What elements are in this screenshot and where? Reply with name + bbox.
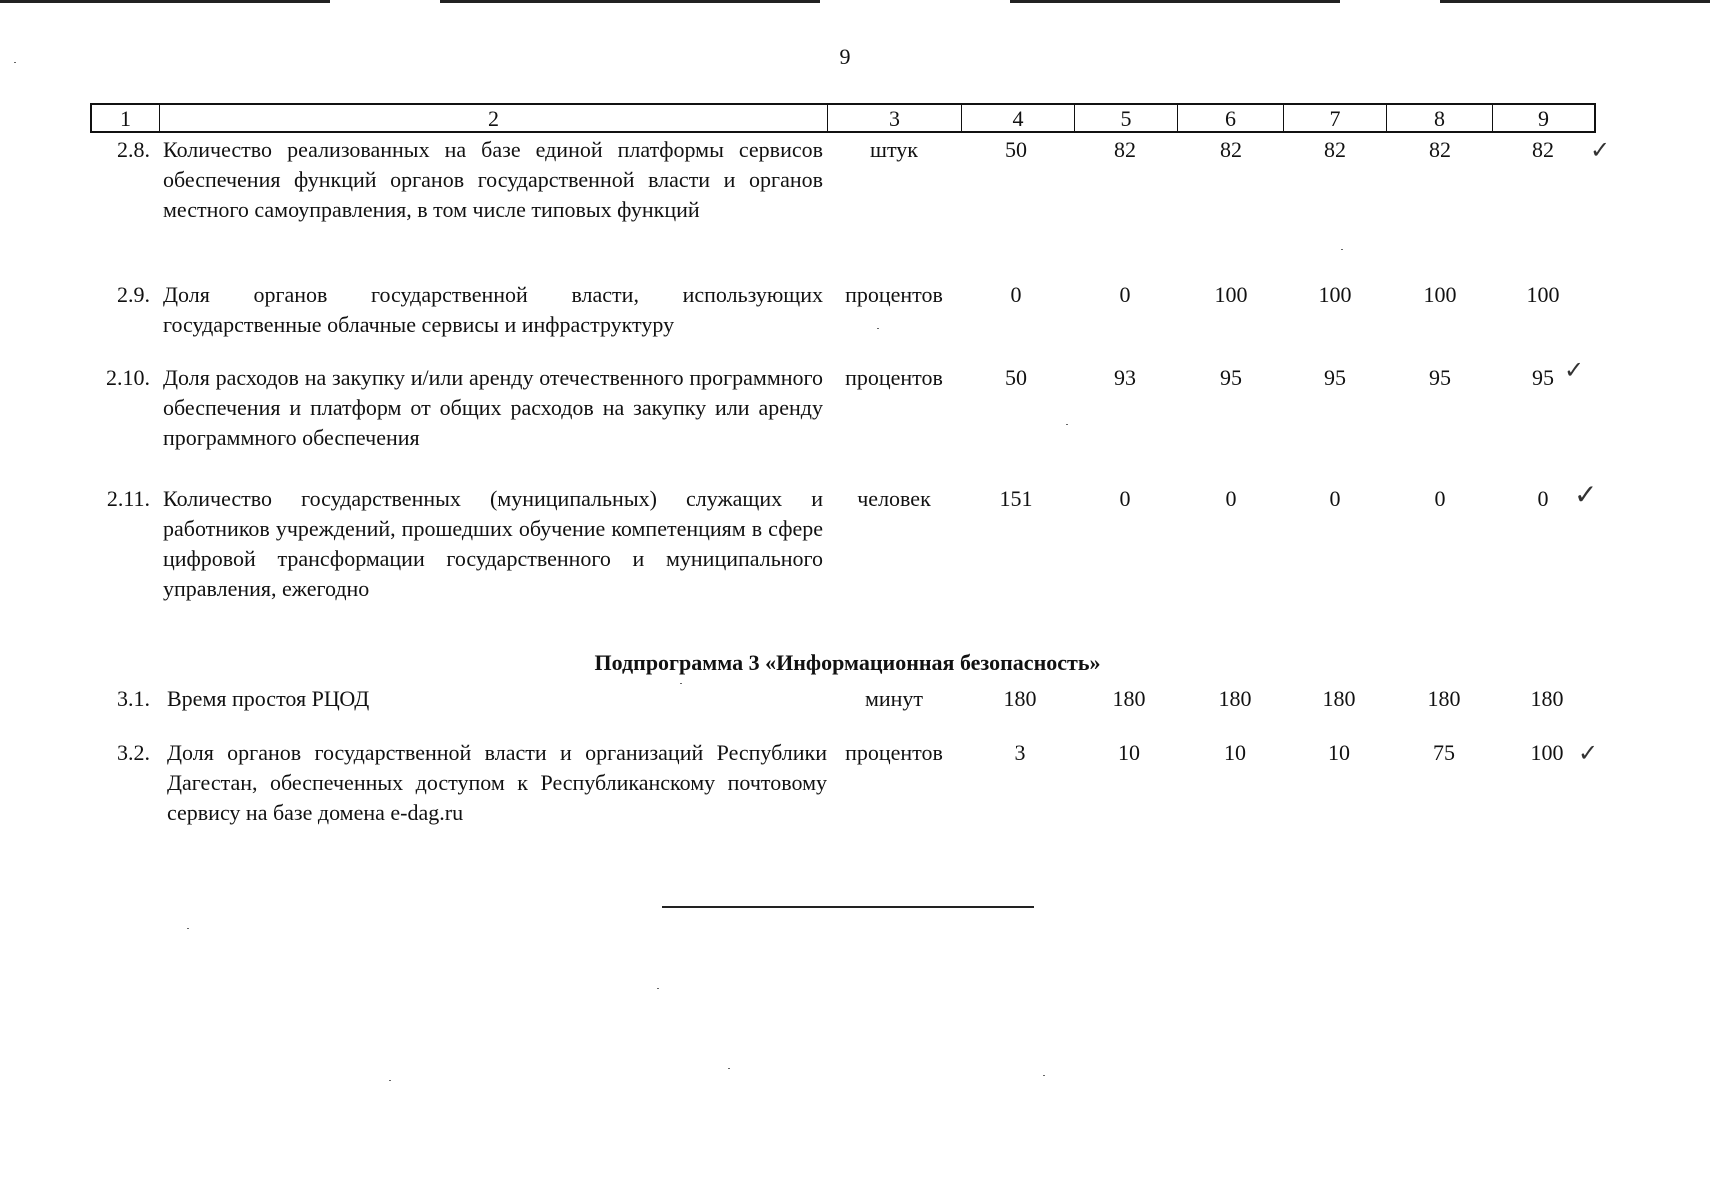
row-number: 2.8. (117, 137, 150, 162)
row-value-col8: 75 (1433, 740, 1455, 765)
header-col-8: 8 (1387, 105, 1493, 131)
row-value-col7: 10 (1328, 740, 1350, 765)
page-number: 9 (839, 44, 851, 69)
section-title: Подпрограмма 3 «Информационная безопасность» (594, 650, 1101, 675)
row-value-col7: 95 (1324, 365, 1346, 390)
scan-speck (14, 62, 16, 63)
header-col-5: 5 (1075, 105, 1178, 131)
row-description: Количество государственных (муниципальных) служащих и работников учреждений, прошедших обучение компетенциям в сфере цифровой трансформации государственного и муниципального управления, ежегодно (163, 486, 823, 601)
row-value-col6: 10 (1224, 740, 1246, 765)
row-value-col9: 95 (1532, 365, 1554, 390)
row-value-col5: 0 (1119, 282, 1131, 307)
handwritten-check-mark: ✓ (1564, 356, 1585, 384)
row-number: 2.10. (106, 365, 150, 390)
row-value-col8: 95 (1429, 365, 1451, 390)
row-value-col7: 100 (1318, 282, 1352, 307)
scan-speck (187, 928, 189, 929)
header-col-2: 2 (160, 105, 828, 131)
scan-speck (877, 328, 879, 329)
row-value-col4: 151 (999, 486, 1033, 511)
handwritten-check-mark: ✓ (1574, 478, 1598, 511)
header-col-3: 3 (828, 105, 962, 131)
row-value-col5: 180 (1112, 686, 1146, 711)
scan-speck (1066, 424, 1068, 425)
row-number: 2.11. (106, 486, 150, 511)
row-value-col6: 0 (1225, 486, 1237, 511)
row-value-col5: 10 (1118, 740, 1140, 765)
row-value-col9: 180 (1530, 686, 1564, 711)
row-value-col9: 100 (1526, 282, 1560, 307)
row-description: Доля органов государственной власти и организаций Республики Дагестан, обеспеченных доступом к Республиканскому почтовому сервису на базе домена e-dag.ru (167, 740, 827, 825)
row-value-col9: 0 (1537, 486, 1549, 511)
row-value-col6: 95 (1220, 365, 1242, 390)
handwritten-check-mark: ✓ (1590, 136, 1611, 164)
row-unit: человек (857, 486, 931, 511)
scan-speck (680, 683, 682, 684)
row-value-col6: 82 (1220, 137, 1242, 162)
row-description: Время простоя РЦОД (167, 686, 370, 711)
row-value-col9: 82 (1532, 137, 1554, 162)
row-value-col6: 180 (1218, 686, 1252, 711)
header-col-6: 6 (1178, 105, 1284, 131)
table-header-row (90, 103, 1596, 133)
row-value-col8: 180 (1427, 686, 1461, 711)
row-value-col6: 100 (1214, 282, 1248, 307)
scan-speck (1341, 249, 1343, 250)
row-value-col9: 100 (1530, 740, 1564, 765)
scan-edge-mark (1010, 0, 1340, 3)
row-value-col4: 50 (1005, 365, 1027, 390)
scan-speck (728, 1068, 730, 1069)
row-value-col4: 3 (1014, 740, 1026, 765)
header-col-7: 7 (1284, 105, 1387, 131)
row-value-col4: 0 (1010, 282, 1022, 307)
row-number: 2.9. (117, 282, 150, 307)
row-unit: процентов (845, 740, 943, 765)
row-number: 3.2. (117, 740, 150, 765)
row-value-col5: 0 (1119, 486, 1131, 511)
row-description: Доля органов государственной власти, использующих государственные облачные сервисы и инфраструктуру (163, 282, 823, 337)
row-value-col8: 82 (1429, 137, 1451, 162)
header-col-9: 9 (1538, 106, 1549, 131)
header-col-4: 4 (962, 105, 1075, 131)
scan-speck (657, 988, 659, 989)
row-value-col7: 180 (1322, 686, 1356, 711)
row-value-col4: 50 (1005, 137, 1027, 162)
row-unit: штук (870, 137, 918, 162)
scan-edge-mark (0, 0, 330, 3)
row-unit: минут (864, 686, 924, 711)
row-value-col5: 82 (1114, 137, 1136, 162)
row-unit: процентов (845, 365, 943, 390)
closing-rule (662, 906, 1034, 908)
handwritten-check-mark: ✓ (1578, 739, 1599, 767)
row-description: Количество реализованных на базе единой платформы сервисов обеспечения функций органов государственной власти и органов местного самоуправления, в том числе типовых функций (163, 137, 823, 222)
row-number: 3.1. (117, 686, 150, 711)
scan-speck (1043, 1075, 1045, 1076)
row-unit: процентов (845, 282, 943, 307)
row-value-col7: 0 (1329, 486, 1341, 511)
scan-edge-mark (1440, 0, 1710, 3)
row-value-col5: 93 (1114, 365, 1136, 390)
row-value-col4: 180 (1003, 686, 1037, 711)
scan-edge-mark (440, 0, 820, 3)
header-col-1: 1 (92, 105, 160, 131)
scan-speck (389, 1080, 391, 1081)
row-value-col8: 100 (1423, 282, 1457, 307)
row-value-col8: 0 (1434, 486, 1446, 511)
row-description: Доля расходов на закупку и/или аренду отечественного программного обеспечения и платформ от общих расходов на закупку или аренду программного обеспечения (163, 365, 823, 450)
row-value-col7: 82 (1324, 137, 1346, 162)
